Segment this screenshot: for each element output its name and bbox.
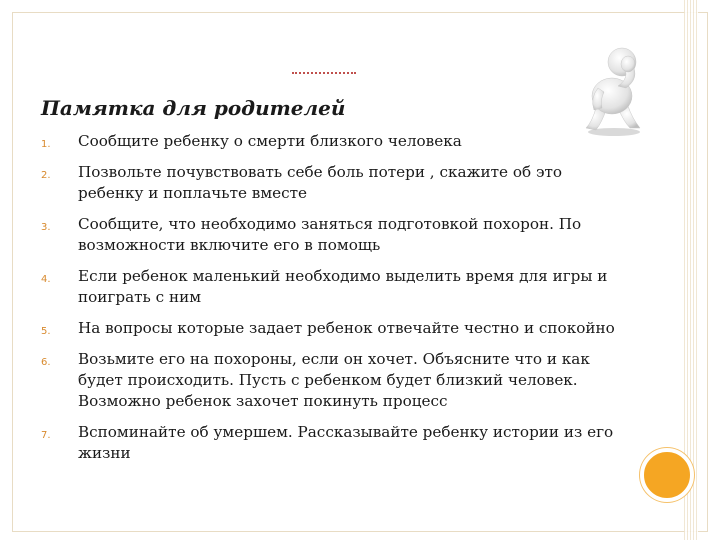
list-item-text: На вопросы которые задает ребенок отвечайте честно и спокойно xyxy=(78,319,615,337)
list-item-text: Сообщите ребенку о смерти близкого человека xyxy=(78,132,462,150)
list-item xyxy=(41,162,621,204)
list-item xyxy=(41,422,621,464)
slide-small-title-decoration xyxy=(292,72,356,77)
list-item xyxy=(41,266,621,308)
list-item-text: Если ребенок маленький необходимо выделить время для игры и поиграть с ним xyxy=(78,267,608,306)
list-item-text: Вспоминайте об умершем. Рассказывайте ребенку истории из его жизни xyxy=(78,423,614,462)
list-item-number: 6. xyxy=(41,357,51,368)
list-item xyxy=(41,318,621,339)
list-item-text: Возьмите его на похороны, если он хочет. Объясните что и как будет происходить. Пусть с ребенком будет близкий человек. Возможно ребенок захочет покинуть процесс xyxy=(78,350,590,410)
list-item-number: 5. xyxy=(41,326,51,337)
list-item xyxy=(41,214,621,256)
list-item-number: 3. xyxy=(41,222,51,233)
page-title: Памятка для родителей xyxy=(41,96,346,120)
list-item-number: 7. xyxy=(41,430,51,441)
list-item xyxy=(41,131,621,152)
list-item-text: Сообщите, что необходимо заняться подготовкой похорон. По возможности включите его в помощь xyxy=(78,215,582,254)
sad-person-figure-icon xyxy=(566,38,666,138)
list-item-text: Позвольте почувствовать себе боль потери , скажите об это ребенку и поплачьте вместе xyxy=(78,163,562,202)
list-item-number: 1. xyxy=(41,139,51,150)
orange-circle-decoration xyxy=(640,448,694,502)
list-item-number: 2. xyxy=(41,170,51,181)
list-item xyxy=(41,349,621,412)
list-item-number: 4. xyxy=(41,274,51,285)
memo-list xyxy=(41,131,621,474)
